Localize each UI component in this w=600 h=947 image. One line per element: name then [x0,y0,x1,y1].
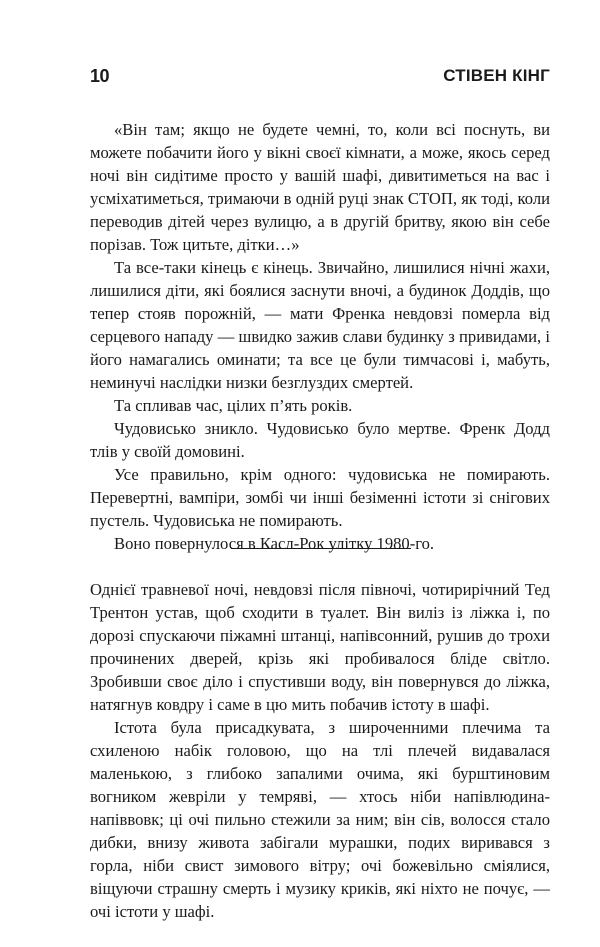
text-section-2 [90,578,550,923]
page-number: 10 [90,66,110,86]
paragraph: Чудовисько зникло. Чудовисько було мертве. Френк Додд тлів у своїй домовині. [90,419,550,461]
paragraph: Воно повернулося в Касл-Рок улітку 1980-го. [114,534,435,553]
text-section-1 [90,118,550,555]
section-divider [231,548,411,549]
running-title: СТІВЕН КІНГ [443,66,550,85]
paragraph: Усе правильно, крім одного: чудовиська не помирають. Перевертні, вампіри, зомбі чи інші безіменні істоти зі снігових пустель. Чудовиська не помирають. [90,465,550,530]
page-header [90,66,550,90]
paragraph: Та спливав час, цілих п’ять років. [114,396,353,415]
paragraph: Та все-таки кінець є кінець. Звичайно, лишилися нічні жахи, лишилися діти, які боялися заснути вночі, а будинок Доддів, що тепер стояв порожній, — мати Френка невдовзі померла від серцевого нападу — швидко зажив слави будинку з привидами, і його намагались оминати; та все це були тимчасові і, мабуть, неминучі наслідки низки безглуздих смертей. [90,258,550,392]
paragraph: «Він там; якщо не будете чемні, то, коли всі поснуть, ви можете побачити його у вікні своєї кімнати, а може, якось серед ночі він сидітиме просто у вашій шафі, дивитиметься на вас і усміхатиметься, тримаючи в одній руці знак СТОП, як тоді, коли переводив дітей через вулицю, а в другій бритву, якою він себе порізав. Тож цитьте, дітки…» [90,120,550,254]
paragraph: Істота була присадкувата, з широченними плечима та схиленою набік головою, що на тлі плечей видавалася маленькою, з глибоко запалими очима, які бурштиновим вогником жевріли у темряві, — хтось ніби напівлюдина-напіввовк; ці очі пильно стежили за ним; він сів, волосся стало дибки, внизу живота забігали мурашки, подих виривався з горла, ніби свист зимового вітру; очі божевільно сміялися, віщуючи страшну смерть і музику криків, які ніхто не почує, — очі істоти у шафі. [90,718,550,921]
paragraph: Однієї травневої ночі, невдовзі після півночі, чотирирічний Тед Трентон устав, щоб сходити в туалет. Він виліз із ліжка і, по дорозі спускаючи піжамні штанці, напівсонний, рушив до трохи прочинених дверей, крізь які пробивалося бліде світло. Зробивши своє діло і спустивши воду, він повернувся до ліжка, натягнув ковдру і саме в цю мить побачив істоту в шафі. [90,580,550,714]
